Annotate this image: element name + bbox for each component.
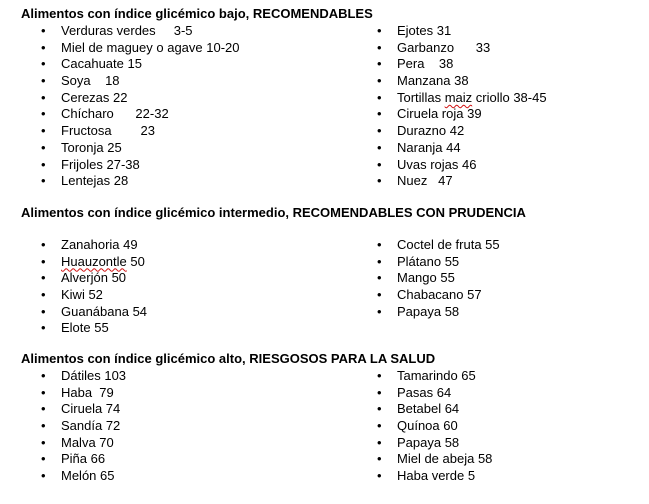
spellcheck-mark: Huauzontle <box>61 253 127 269</box>
list-item: • Miel de abeja 58 <box>397 451 492 468</box>
list-item: • Cacahuate 15 <box>61 56 240 73</box>
section-heading-intermediate: Alimentos con índice glicémico intermedio, RECOMENDABLES CON PRUDENCIA <box>21 205 526 220</box>
list-item: • Ejotes 31 <box>397 23 547 40</box>
intermediate-gi-list-right <box>397 237 500 320</box>
list-item: • Lentejas 28 <box>61 173 240 190</box>
list-item: • Miel de maguey o agave 10-20 <box>61 40 240 57</box>
list-item: • Verduras verdes 3-5 <box>61 23 240 40</box>
list-item: • Plátano 55 <box>397 254 500 271</box>
list-item-huauzontle: • Huauzontle 50 <box>61 254 147 271</box>
list-item: • Soya 18 <box>61 73 240 90</box>
list-item: • Durazno 42 <box>397 123 547 140</box>
list-item: • Cerezas 22 <box>61 90 240 107</box>
list-item: • Manzana 38 <box>397 73 547 90</box>
list-item: • Malva 70 <box>61 435 126 452</box>
list-item: • Haba verde 5 <box>397 468 492 485</box>
list-item: • Chícharo 22-32 <box>61 106 240 123</box>
section-heading-low: Alimentos con índice glicémico bajo, RECOMENDABLES <box>21 6 373 21</box>
section-heading-high: Alimentos con índice glicémico alto, RIESGOSOS PARA LA SALUD <box>21 351 436 366</box>
list-item: • Nuez 47 <box>397 173 547 190</box>
high-gi-list-left <box>61 368 126 485</box>
list-item: • Alverjón 50 <box>61 270 147 287</box>
low-gi-list-right <box>397 23 547 190</box>
list-item: • Frijoles 27-38 <box>61 157 240 174</box>
list-item: • Toronja 25 <box>61 140 240 157</box>
list-item: • Sandía 72 <box>61 418 126 435</box>
list-item: • Dátiles 103 <box>61 368 126 385</box>
list-item-tortillas: • Tortillas maiz criollo 38-45 <box>397 90 547 107</box>
list-item: • Melón 65 <box>61 468 126 485</box>
list-item: • Mango 55 <box>397 270 500 287</box>
list-item: • Pera 38 <box>397 56 547 73</box>
list-item: • Kiwi 52 <box>61 287 147 304</box>
list-item: • Betabel 64 <box>397 401 492 418</box>
list-item: • Fructosa 23 <box>61 123 240 140</box>
list-item: • Piña 66 <box>61 451 126 468</box>
list-item: • Uvas rojas 46 <box>397 157 547 174</box>
list-item: • Zanahoria 49 <box>61 237 147 254</box>
list-item: • Ciruela roja 39 <box>397 106 547 123</box>
list-item: • Garbanzo 33 <box>397 40 547 57</box>
intermediate-gi-list-left <box>61 237 147 337</box>
list-item: • Quínoa 60 <box>397 418 492 435</box>
low-gi-list-left <box>61 23 240 190</box>
list-item: • Tamarindo 65 <box>397 368 492 385</box>
list-item: • Guanábana 54 <box>61 304 147 321</box>
list-item: • Papaya 58 <box>397 304 500 321</box>
list-item: • Ciruela 74 <box>61 401 126 418</box>
list-item: • Coctel de fruta 55 <box>397 237 500 254</box>
list-item: • Elote 55 <box>61 320 147 337</box>
list-item: • Chabacano 57 <box>397 287 500 304</box>
high-gi-list-right <box>397 368 492 485</box>
list-item: • Papaya 58 <box>397 435 492 452</box>
spellcheck-mark: maiz <box>444 89 473 105</box>
list-item: • Pasas 64 <box>397 385 492 402</box>
list-item: • Haba 79 <box>61 385 126 402</box>
list-item: • Naranja 44 <box>397 140 547 157</box>
